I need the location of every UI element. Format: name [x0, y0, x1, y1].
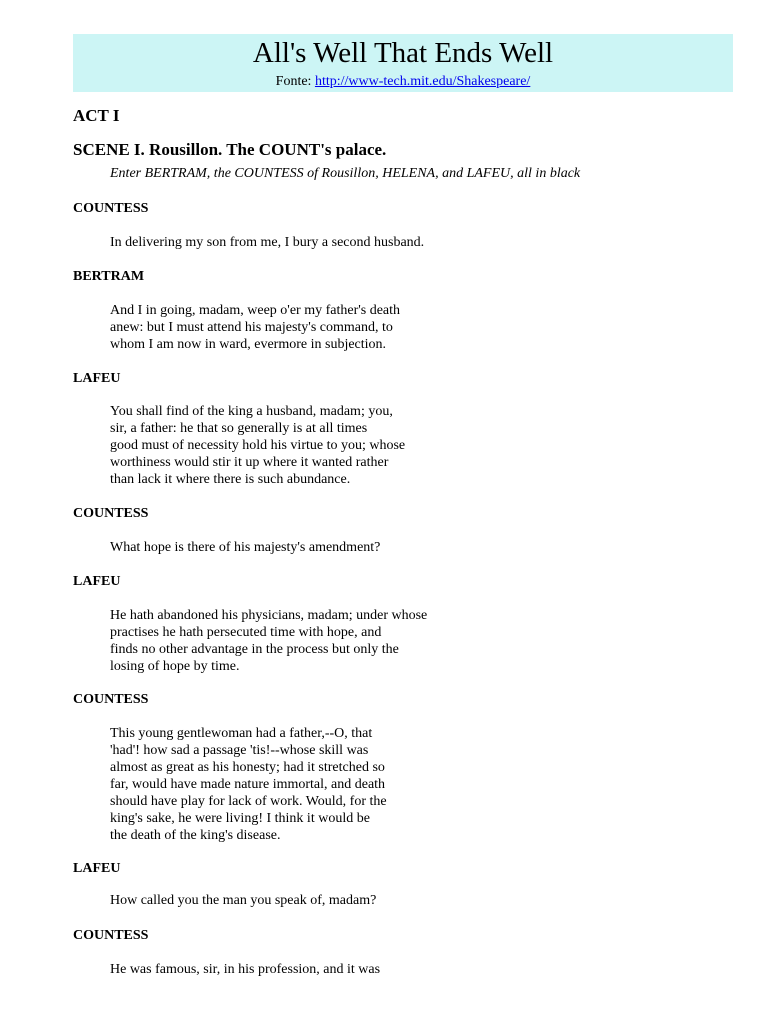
- speech-block: [110, 539, 380, 556]
- speech-line: How called you the man you speak of, madam?: [110, 893, 377, 908]
- speech-block: [110, 234, 424, 251]
- speaker-name: COUNTESS: [73, 692, 149, 707]
- speech-block: [110, 725, 387, 844]
- speech-block: [110, 961, 380, 978]
- speaker-name: COUNTESS: [73, 928, 149, 943]
- speech-line: should have play for lack of work. Would, for the: [110, 794, 387, 809]
- speaker-name: COUNTESS: [73, 201, 149, 216]
- speech-line: worthiness would stir it up where it wanted rather: [110, 455, 389, 470]
- source-line: [73, 74, 733, 90]
- speech-line: the death of the king's disease.: [110, 828, 281, 843]
- play-title: All's Well That Ends Well: [252, 37, 554, 69]
- speech-line: In delivering my son from me, I bury a second husband.: [110, 235, 425, 250]
- speech-line: You shall find of the king a husband, madam; you,: [110, 404, 393, 419]
- source-link[interactable]: http://www-tech.mit.edu/Shakespeare/: [314, 74, 531, 89]
- speaker-name: LAFEU: [73, 861, 121, 876]
- speech-line: He was famous, sir, in his profession, and it was: [110, 962, 381, 977]
- speech-line: finds no other advantage in the process but only the: [110, 642, 399, 657]
- speech-line: almost as great as his honesty; had it stretched so: [110, 760, 385, 775]
- speech-block: [110, 403, 405, 488]
- speech-block: [110, 892, 376, 909]
- speaker-name: COUNTESS: [73, 506, 149, 521]
- speech-line: king's sake, he were living! I think it would be: [110, 811, 370, 826]
- speech-line: sir, a father: he that so generally is at all times: [110, 421, 368, 436]
- speech-line: far, would have made nature immortal, and death: [110, 777, 386, 792]
- speech-line: practises he hath persecuted time with hope, and: [110, 625, 382, 640]
- speaker-name: LAFEU: [73, 371, 121, 386]
- speech-line: This young gentlewoman had a father,--O, that: [110, 726, 373, 741]
- speech-line: anew: but I must attend his majesty's command, to: [110, 320, 393, 335]
- title-banner: [73, 34, 733, 92]
- speech-line: losing of hope by time.: [110, 659, 240, 674]
- speech-block: [110, 607, 427, 675]
- source-label: Fonte:: [275, 74, 312, 89]
- stage-direction: Enter BERTRAM, the COUNTESS of Rousillon, HELENA, and LAFEU, all in black: [110, 166, 581, 181]
- speech-line: whom I am now in ward, evermore in subjection.: [110, 337, 387, 352]
- speech-line: He hath abandoned his physicians, madam; under whose: [110, 608, 428, 623]
- speech-line: than lack it where there is such abundance.: [110, 472, 351, 487]
- speech-line: What hope is there of his majesty's amendment?: [110, 540, 381, 555]
- scene-heading: SCENE I. Rousillon. The COUNT's palace.: [73, 140, 387, 159]
- act-heading: ACT I: [73, 106, 120, 125]
- speaker-name: LAFEU: [73, 574, 121, 589]
- speech-line: And I in going, madam, weep o'er my father's death: [110, 303, 401, 318]
- speech-line: 'had'! how sad a passage 'tis!--whose skill was: [110, 743, 369, 758]
- speech-line: good must of necessity hold his virtue to you; whose: [110, 438, 406, 453]
- speech-block: [110, 302, 400, 353]
- speaker-name: BERTRAM: [73, 269, 145, 284]
